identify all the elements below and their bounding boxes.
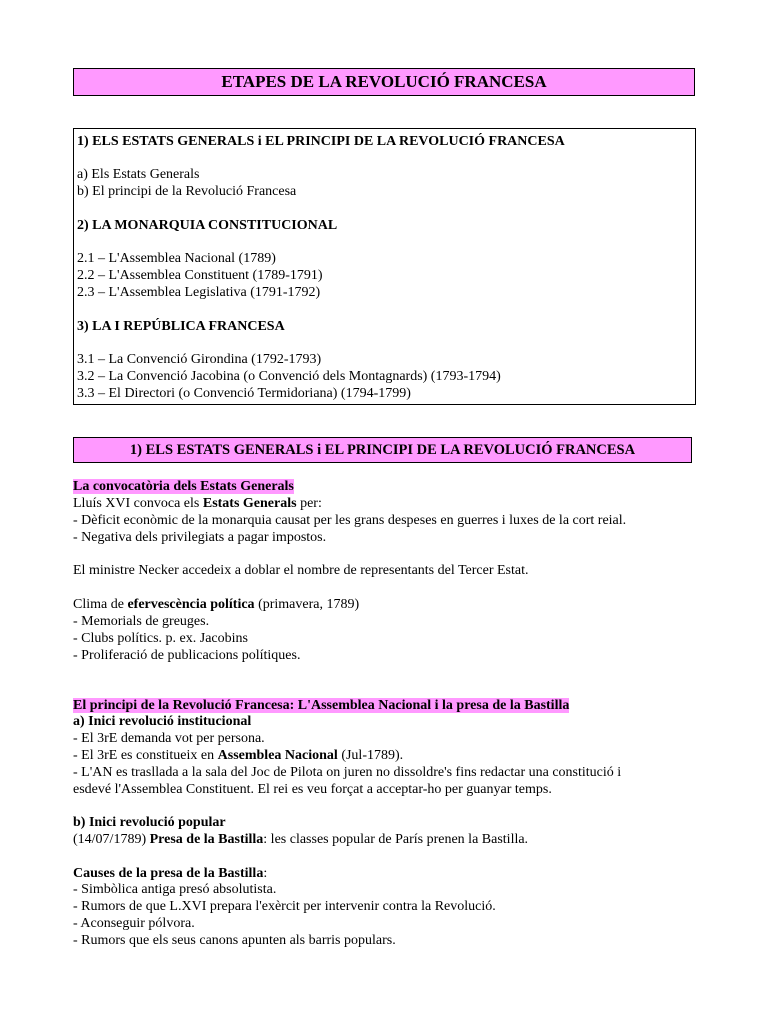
toc-section-1-heading: 1) ELS ESTATS GENERALS i EL PRINCIPI DE LA REVOLUCIÓ FRANCESA	[77, 134, 565, 149]
subheading: a) Inici revolució institucional	[73, 714, 252, 729]
text-span: : les classes popular de París prenen la Bastilla.	[263, 832, 529, 847]
principi-heading: El principi de la Revolució Francesa: L'Assemblea Nacional i la presa de la Bastilla	[73, 698, 570, 713]
text-bold: Assemblea Nacional	[217, 748, 338, 763]
toc-item: 2.2 – L'Assemblea Constituent (1789-1791)	[77, 268, 323, 283]
toc-item: 3.3 – El Directori (o Convenció Termidoriana) (1794-1799)	[77, 386, 411, 401]
text-span: :	[263, 866, 268, 881]
toc-section-3-heading: 3) LA I REPÚBLICA FRANCESA	[77, 319, 285, 334]
list-item: - El 3rE demanda vot per persona.	[73, 731, 265, 746]
convocatoria-intro	[73, 495, 322, 512]
text-bold: Causes de la presa de la Bastilla	[73, 866, 264, 881]
text-span: (primavera, 1789)	[254, 597, 360, 612]
toc-item: a) Els Estats Generals	[77, 167, 200, 182]
list-item: - Negativa dels privilegiats a pagar impostos.	[73, 530, 327, 545]
list-item: - Proliferació de publicacions polítiques.	[73, 648, 301, 663]
toc-item: b) El principi de la Revolució Francesa	[77, 184, 297, 199]
text-span: Lluís XVI convoca els	[73, 496, 203, 511]
text-span: - El 3rE es constitueix en	[73, 748, 218, 763]
convocatoria-heading: La convocatòria dels Estats Generals	[73, 479, 294, 494]
list-item: - Rumors de que L.XVI prepara l'exèrcit per intervenir contra la Revolució.	[73, 899, 496, 914]
toc-item: 3.1 – La Convenció Girondina (1792-1793)	[77, 352, 322, 367]
list-item: - Rumors que els seus canons apunten als barris populars.	[73, 933, 396, 948]
text-bold: Presa de la Bastilla	[149, 832, 264, 847]
toc-item: 2.3 – L'Assemblea Legislativa (1791-1792)	[77, 285, 321, 300]
list-item: - Memorials de greuges.	[73, 614, 210, 629]
list-item: - Simbòlica antiga presó absolutista.	[73, 882, 277, 897]
text-span: (Jul-1789).	[337, 748, 404, 763]
subheading: b) Inici revolució popular	[73, 815, 226, 830]
list-item: - L'AN es trasllada a la sala del Joc de Pilota on juren no dissoldre's fins redactar una constitució i	[73, 765, 622, 780]
text-span: (14/07/1789)	[73, 832, 150, 847]
toc-item: 3.2 – La Convenció Jacobina (o Convenció dels Montagnards) (1793-1794)	[77, 369, 501, 384]
section-1-heading: 1) ELS ESTATS GENERALS i EL PRINCIPI DE LA REVOLUCIÓ FRANCESA	[73, 437, 692, 463]
table-of-contents	[73, 128, 696, 405]
toc-section-2-heading: 2) LA MONARQUIA CONSTITUCIONAL	[77, 218, 338, 233]
text-span: Clima de	[73, 597, 128, 612]
causes-heading	[73, 865, 267, 882]
list-item: - Aconseguir pólvora.	[73, 916, 195, 931]
list-item	[73, 747, 403, 764]
clima-line	[73, 596, 359, 613]
paragraph	[73, 831, 528, 848]
document-title: ETAPES DE LA REVOLUCIÓ FRANCESA	[73, 68, 695, 96]
list-item: - Dèficit econòmic de la monarquia causat per les grans despeses en guerres i luxes de la cort reial.	[73, 513, 627, 528]
list-item: - Clubs polítics. p. ex. Jacobins	[73, 631, 248, 646]
text-span: per:	[296, 496, 322, 511]
toc-item: 2.1 – L'Assemblea Nacional (1789)	[77, 251, 276, 266]
list-item-continuation: esdevé l'Assemblea Constituent. El rei es veu forçat a acceptar-ho per guanyar temps.	[73, 782, 552, 797]
text-bold: efervescència política	[127, 597, 255, 612]
text-bold: Estats Generals	[202, 496, 297, 511]
paragraph: El ministre Necker accedeix a doblar el nombre de representants del Tercer Estat.	[73, 563, 529, 578]
